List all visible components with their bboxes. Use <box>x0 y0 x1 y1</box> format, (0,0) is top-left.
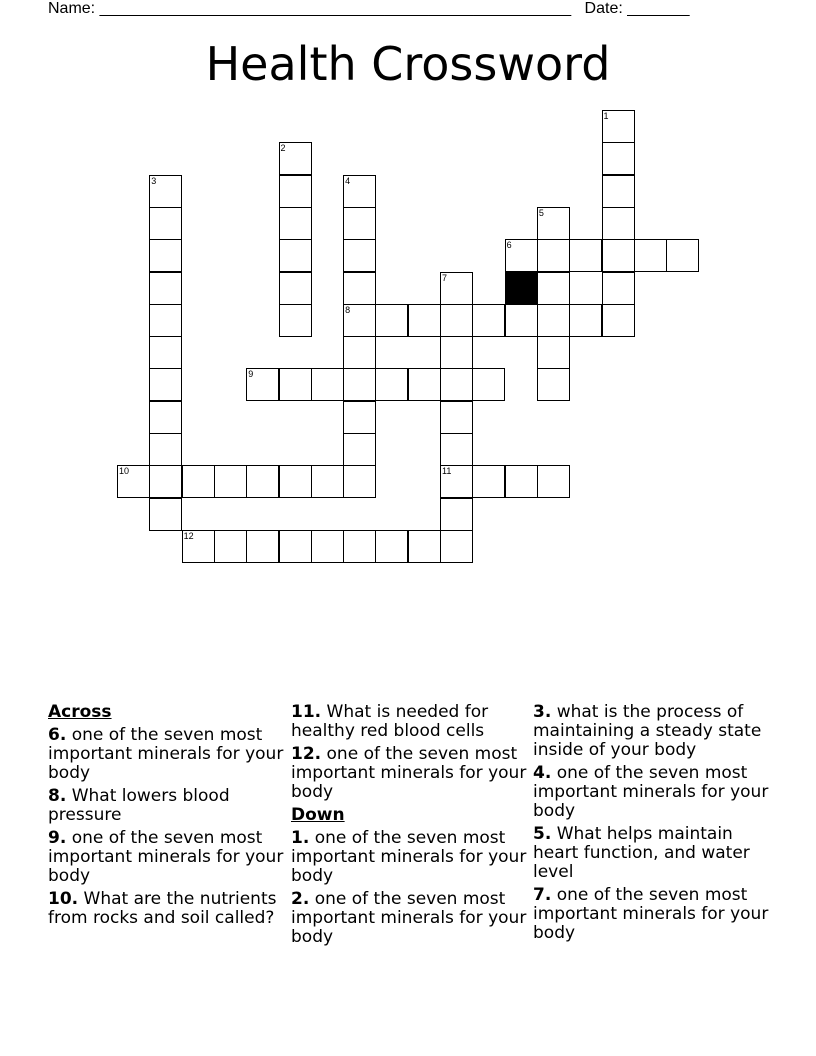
grid-cell[interactable] <box>472 304 505 337</box>
clue-down-4 <box>533 764 769 821</box>
grid-cell[interactable] <box>343 433 376 466</box>
grid-cell[interactable] <box>149 336 182 369</box>
clue-number: 3. <box>533 702 552 722</box>
grid-cell[interactable] <box>569 304 602 337</box>
grid-cell[interactable] <box>279 304 312 337</box>
clue-across-8 <box>48 787 284 825</box>
clues-column-3 <box>533 703 769 947</box>
clue-text: one of the seven most important minerals for your body <box>48 828 284 886</box>
grid-cell[interactable] <box>149 433 182 466</box>
grid-cell[interactable] <box>343 401 376 434</box>
clue-number: 4. <box>533 763 552 783</box>
grid-cell[interactable] <box>569 239 602 272</box>
grid-cell[interactable] <box>537 368 570 401</box>
grid-cell[interactable] <box>375 304 408 337</box>
down-heading: Down <box>291 805 345 825</box>
grid-cell[interactable] <box>343 465 376 498</box>
grid-cell[interactable] <box>311 530 344 563</box>
clue-number-label: 6 <box>506 240 512 251</box>
grid-cell[interactable] <box>149 207 182 240</box>
grid-cell[interactable] <box>537 272 570 305</box>
clue-number-label: 3 <box>151 175 157 186</box>
clue-number-label: 2 <box>280 143 286 154</box>
grid-cell[interactable] <box>311 465 344 498</box>
clue-number-label: 8 <box>345 304 351 315</box>
clue-text: one of the seven most important minerals for your body <box>291 828 527 886</box>
grid-cell[interactable] <box>602 272 635 305</box>
date-blank[interactable]: _______ <box>627 0 690 17</box>
grid-cell[interactable] <box>505 304 538 337</box>
grid-cell[interactable] <box>279 530 312 563</box>
grid-cell[interactable] <box>440 336 473 369</box>
name-label: Name: <box>48 0 96 17</box>
grid-cell[interactable] <box>440 401 473 434</box>
name-blank[interactable]: _____________________________________________________ <box>99 0 572 17</box>
grid-cell[interactable] <box>472 368 505 401</box>
clue-down-3 <box>533 703 769 760</box>
clue-text: What helps maintain heart function, and water level <box>533 824 750 882</box>
grid-cell[interactable] <box>343 239 376 272</box>
grid-cell[interactable] <box>343 304 376 337</box>
grid-cell[interactable] <box>375 368 408 401</box>
grid-cell[interactable] <box>408 368 441 401</box>
clue-number: 12. <box>291 744 322 764</box>
clues-column-1 <box>48 703 284 932</box>
clue-number: 8. <box>48 786 67 806</box>
grid-cell[interactable] <box>149 401 182 434</box>
grid-cell[interactable] <box>375 530 408 563</box>
clue-number: 9. <box>48 828 67 848</box>
clue-number: 11. <box>291 702 322 722</box>
grid-cell[interactable] <box>246 465 279 498</box>
grid-cell[interactable] <box>117 465 150 498</box>
grid-cell[interactable] <box>149 304 182 337</box>
grid-cell[interactable] <box>343 336 376 369</box>
grid-cell[interactable] <box>537 207 570 240</box>
grid-cell[interactable] <box>408 530 441 563</box>
grid-cell[interactable] <box>279 465 312 498</box>
grid-cell[interactable] <box>537 336 570 369</box>
date-label: Date: <box>584 0 623 17</box>
clue-number-label: 9 <box>248 369 254 380</box>
clue-across-12 <box>291 745 527 802</box>
clue-text: what is the process of maintaining a steady state inside of your body <box>533 702 762 760</box>
across-heading: Across <box>48 702 112 722</box>
grid-cell[interactable] <box>602 304 635 337</box>
clue-text: What is needed for healthy red blood cells <box>291 702 489 741</box>
clue-number: 1. <box>291 828 310 848</box>
page-title: Health Crossword <box>205 37 611 91</box>
grid-cell[interactable] <box>537 465 570 498</box>
grid-cell[interactable] <box>602 142 635 175</box>
clue-number: 10. <box>48 889 79 909</box>
grid-cell[interactable] <box>440 433 473 466</box>
clue-number: 2. <box>291 889 310 909</box>
clue-text: one of the seven most important minerals for your body <box>533 763 769 821</box>
grid-cell[interactable] <box>440 272 473 305</box>
grid-cell[interactable] <box>505 465 538 498</box>
clue-text: one of the seven most important minerals for your body <box>48 725 284 783</box>
grid-cell[interactable] <box>343 272 376 305</box>
grid-cell[interactable] <box>279 239 312 272</box>
grid-cell[interactable] <box>182 530 215 563</box>
clue-across-9 <box>48 829 284 886</box>
grid-cell[interactable] <box>279 207 312 240</box>
grid-cell[interactable] <box>343 207 376 240</box>
grid-cell[interactable] <box>311 368 344 401</box>
clue-number-label: 5 <box>538 207 544 218</box>
grid-cell[interactable] <box>343 530 376 563</box>
clue-down-2 <box>291 890 527 947</box>
clue-number: 7. <box>533 885 552 905</box>
grid-cell[interactable] <box>149 272 182 305</box>
grid-cell[interactable] <box>537 239 570 272</box>
grid-cell[interactable] <box>246 368 279 401</box>
clue-down-1 <box>291 829 527 886</box>
clue-text: What are the nutrients from rocks and soil called? <box>48 889 277 928</box>
clue-across-10 <box>48 890 284 928</box>
clue-number-label: 1 <box>603 111 609 121</box>
grid-cell[interactable] <box>343 175 376 208</box>
black-cell <box>505 272 538 305</box>
grid-cell[interactable] <box>505 239 538 272</box>
grid-cell[interactable] <box>246 530 279 563</box>
clue-text: one of the seven most important minerals for your body <box>291 744 527 802</box>
grid-cell[interactable] <box>440 368 473 401</box>
grid-cell[interactable] <box>440 498 473 531</box>
grid-cell[interactable] <box>602 175 635 208</box>
clue-number-label: 10 <box>119 466 130 477</box>
grid-cell[interactable] <box>602 239 635 272</box>
grid-cell[interactable] <box>343 368 376 401</box>
grid-cell[interactable] <box>149 498 182 531</box>
clue-number-label: 12 <box>183 530 194 541</box>
clue-text: What lowers blood pressure <box>48 786 230 825</box>
grid-cell[interactable] <box>279 368 312 401</box>
grid-cell[interactable] <box>279 272 312 305</box>
grid-cell[interactable] <box>634 239 667 272</box>
grid-cell[interactable] <box>149 175 182 208</box>
grid-cell[interactable] <box>279 175 312 208</box>
clue-down-7 <box>533 886 769 943</box>
grid-cell[interactable] <box>537 304 570 337</box>
grid-cell[interactable] <box>149 368 182 401</box>
grid-cell[interactable] <box>440 530 473 563</box>
clue-number-label: 11 <box>442 466 452 477</box>
clues-column-2 <box>291 703 527 951</box>
grid-cell[interactable] <box>149 465 182 498</box>
clue-down-5 <box>533 825 769 882</box>
clue-text: one of the seven most important minerals for your body <box>533 885 769 943</box>
grid-cell[interactable] <box>149 239 182 272</box>
grid-cell[interactable] <box>214 530 247 563</box>
grid-cell[interactable] <box>666 239 699 272</box>
grid-cell[interactable] <box>602 110 635 143</box>
clue-number: 6. <box>48 725 67 745</box>
grid-cell[interactable] <box>472 465 505 498</box>
grid-cell[interactable] <box>279 142 312 175</box>
grid-cell[interactable] <box>440 465 473 498</box>
clue-text: one of the seven most important minerals for your body <box>291 889 527 947</box>
grid-cell[interactable] <box>602 207 635 240</box>
grid-cell[interactable] <box>214 465 247 498</box>
clue-number: 5. <box>533 824 552 844</box>
grid-cell[interactable] <box>408 304 441 337</box>
clue-across-6 <box>48 726 284 783</box>
clue-number-label: 7 <box>442 272 448 283</box>
clue-across-11 <box>291 703 527 741</box>
clue-number-label: 4 <box>345 175 351 186</box>
grid-cell[interactable] <box>440 304 473 337</box>
grid-cell[interactable] <box>182 465 215 498</box>
